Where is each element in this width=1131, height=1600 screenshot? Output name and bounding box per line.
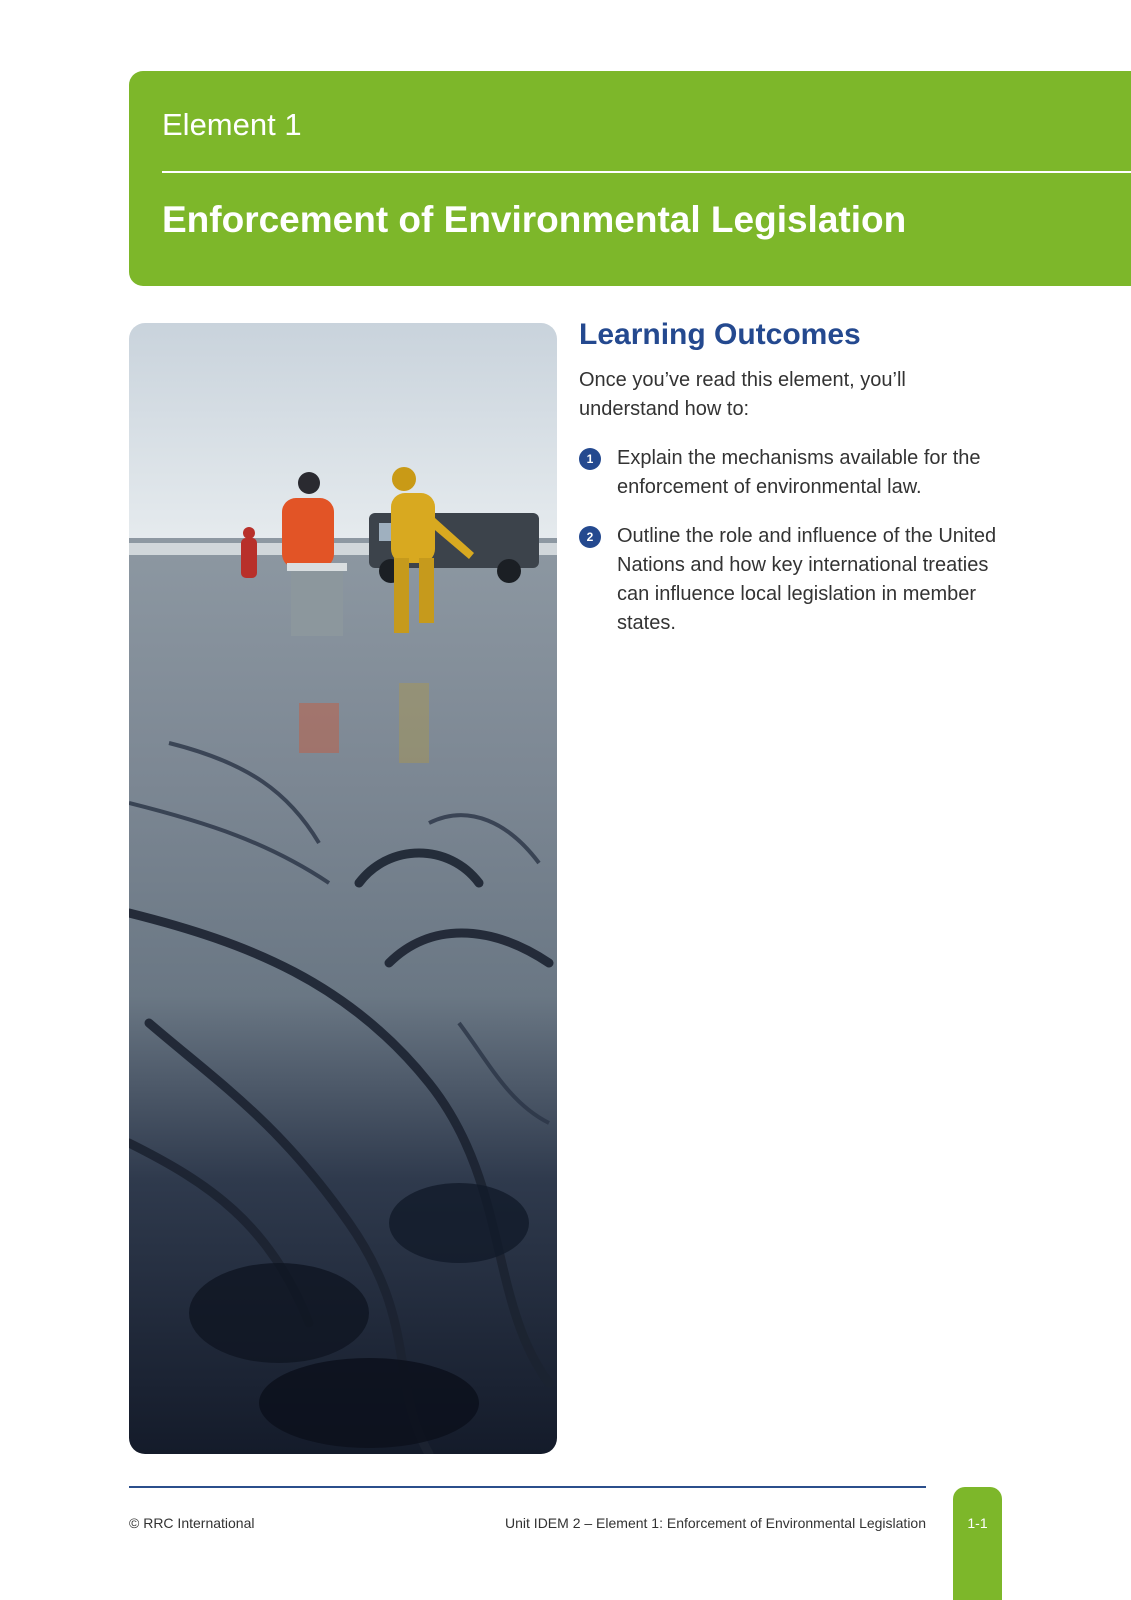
footer-rule: [129, 1486, 926, 1488]
oil-spill-photo: [129, 323, 557, 1454]
banner-divider: [162, 171, 1131, 173]
outcome-item: [579, 522, 1009, 638]
page-number-tab: [953, 1487, 1002, 1600]
chapter-title: Enforcement of Environmental Legislation: [162, 199, 907, 240]
learning-outcomes-intro: Once you’ve read this element, you’ll understand how to:: [579, 369, 906, 420]
page-number: 1-1: [967, 1515, 988, 1531]
number-badge-icon: 2: [579, 526, 601, 548]
copyright-text: © RRC International: [129, 1515, 255, 1531]
learning-outcomes-heading: Learning Outcomes: [579, 318, 861, 351]
chapter-banner: [129, 71, 1131, 286]
outcomes-list: [579, 444, 1009, 638]
outcome-text: Explain the mechanisms available for the enforcement of environmental law.: [617, 447, 981, 498]
element-label: Element 1: [162, 107, 302, 142]
number-badge-icon: 1: [579, 448, 601, 470]
photo-illustration: [129, 323, 557, 1454]
running-title: Unit IDEM 2 – Element 1: Enforcement of Environmental Legislation: [505, 1515, 926, 1531]
outcome-item: [579, 444, 1009, 502]
outcome-text: Outline the role and influence of the United Nations and how key international treaties can influence local legislation in member states.: [617, 525, 997, 634]
learning-outcomes: [579, 318, 1009, 658]
